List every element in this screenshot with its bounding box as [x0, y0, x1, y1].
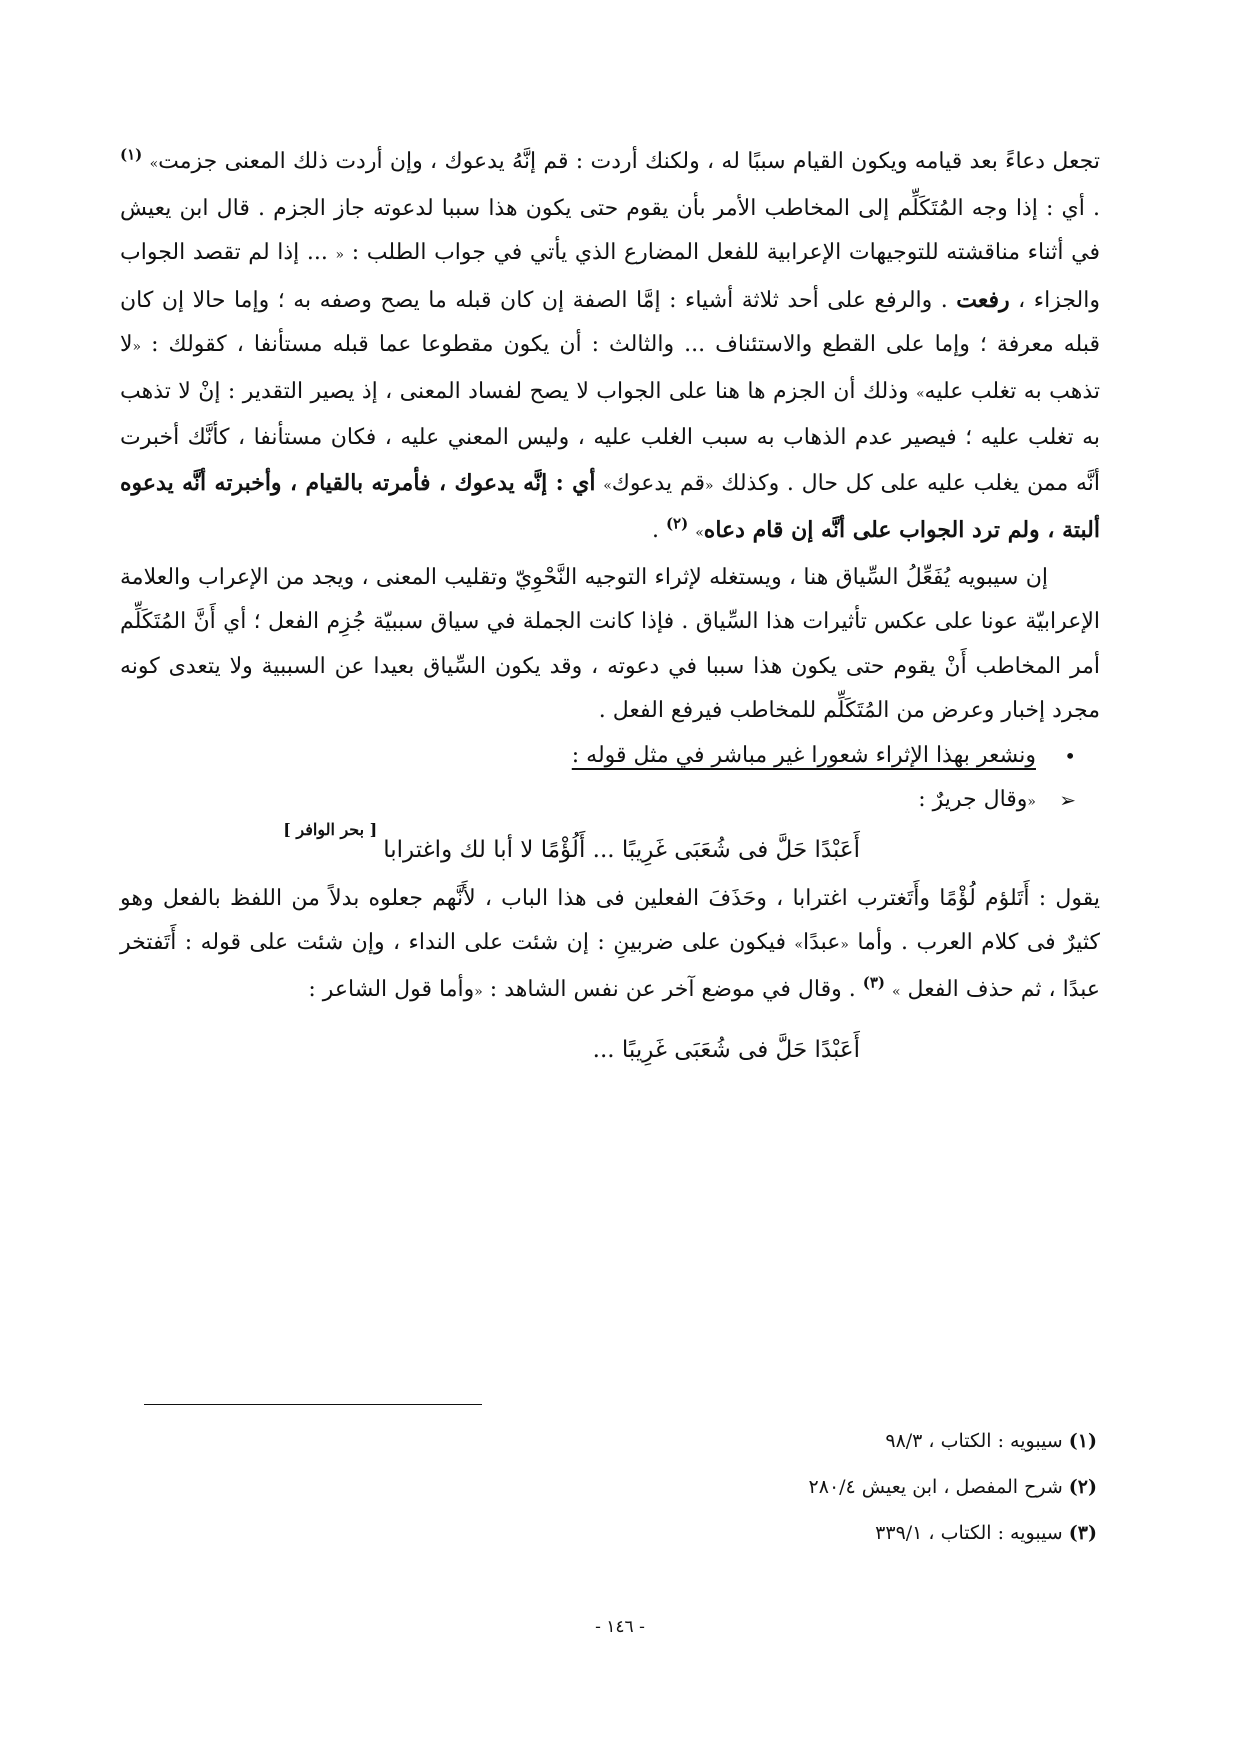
footnote-2: (٢) شرح المفصل ، ابن يعيش ٢٨٠/٤ — [808, 1476, 1097, 1498]
bullet-list — [120, 734, 1100, 825]
footnotes — [809, 1418, 1097, 1556]
footnote-1: (١) سيبويه : الكتاب ، ٩٨/٣ — [885, 1430, 1097, 1452]
list-item: ➢ «وقال جريرٌ : — [120, 778, 1100, 825]
footnote-separator — [144, 1404, 482, 1405]
list-item: • ونشعر بهذا الإثراء شعورا غير مباشر في مثل قوله : — [120, 734, 1100, 779]
page-body — [120, 140, 1100, 1074]
poetry-verse-2: أَعَبْدًا حَلَّ فی شُعَبَی غَرِیبًا ... — [592, 1037, 860, 1063]
paragraph-1: تجعل دعاءً بعد قيامه ويكون القيام سببًا له ، ولكنك أردت : قم إنَّهُ يدعوك ، وإن أردت ذلك المعنى جزمت» $^{(١)}$ . أي : إذا وجه المُتَكَلِّم إلى المخاطب الأمر بأن يقوم حتى يكون هذا سببا لدعوته جاز الجزم . قال ابن يعيش في أثناء مناقشته للتوجيهات الإعرابية للفعل المضارع الذي يأتي في جواب الطلب : « ... إذا لم تقصد الجواب والجزاء ، رفعت . والرفع على أحد ثلاثة أشياء : إمَّا الصفة إن كان قبله ما يصح وصفه به ؛ وإما حالا إن كان قبله معرفة ؛ وإما على القطع والاستئناف ... والثالث : أن يكون مقطوعا عما قبله مستأنفا ، كقولك : «لا تذهب به تغلب عليه» وذلك أن الجزم ها هنا على الجواب لا يصح لفساد المعنى ، إذ يصير التقدير : إنْ لا تذهب به تغلب عليه ؛ فيصير عدم الذهاب به سبب الغلب عليه ، وليس المعني عليه ، فكان مستأنفا ، كأنَّك أخبرت أنَّه ممن يغلب عليه على كل حال . وكذلك «قم يدعوك» أي : إنَّه يدعوك ، فأمرته بالقيام ، وأخبرته أنَّه يدعوه ألبتة ، ولم ترد الجواب على أنَّه إن قام دعاه» $^{(٢)}$ . — [120, 145, 1100, 543]
arrow-bullet-icon: ➢ — [1059, 788, 1076, 812]
paragraph-2: إن سيبويه يُفَعِّلُ السِّياق هنا ، ويستغله لإثراء التوجيه النَّحْوِيّ وتقليب المعنى ، ويجد من الإعراب والعلامة الإعرابيّة عونا على عكس تأثيرات هذا السِّياق . فإذا كانت الجملة في سياق سببيّة جُزِم الفعل ؛ أي أَنَّ المُتَكَلِّم أمر المخاطب أَنْ يقوم حتى يكون هذا سببا في دعوته ، وقد يكون السِّياق بعيدا عن السببية ولا يتعدى كونه مجرد إخبار وعرض من المُتَكَلِّم للمخاطب فيرفع الفعل . — [120, 564, 1100, 723]
bullet-dot-icon: • — [1064, 743, 1076, 768]
poetic-meter-label: [ بحر الوافر ] — [283, 819, 378, 839]
footnote-ref-2[interactable]: (٢) — [665, 514, 689, 533]
poetry-verse-1: أَعَبْدًا حَلَّ فی شُعَبَی غَرِیبًا ... أَلُؤْمًا لا أبا لك واغترابا[ بحر الوافر ] — [283, 819, 860, 863]
footnote-3: (٣) سيبويه : الكتاب ، ٣٣٩/١ — [875, 1522, 1097, 1544]
footnote-ref-3[interactable]: (٣) — [862, 973, 885, 992]
footnote-ref-1[interactable]: (١) — [120, 145, 143, 164]
page-number: - ١٤٦ - — [595, 1617, 645, 1637]
paragraph-3: يقول : أَتَلؤم لُؤْمًا وأَتَغترب اغترابا ، وحَذَفَ الفعلين فی هذا الباب ، لأَنَّهم جعلوه بدلاً من اللفظ بالفعل وهو كثيرٌ فی كلام العرب . وأما «عبدًا» فيكون على ضربينِ : إن شئت على النداء ، وإن شئت على قوله : أَتَفتخر عبدًا ، ثم حذف الفعل » $^{(٣)}$ . وقال في موضع آخر عن نفس الشاهد : «وأما قول الشاعر : — [120, 885, 1100, 1002]
